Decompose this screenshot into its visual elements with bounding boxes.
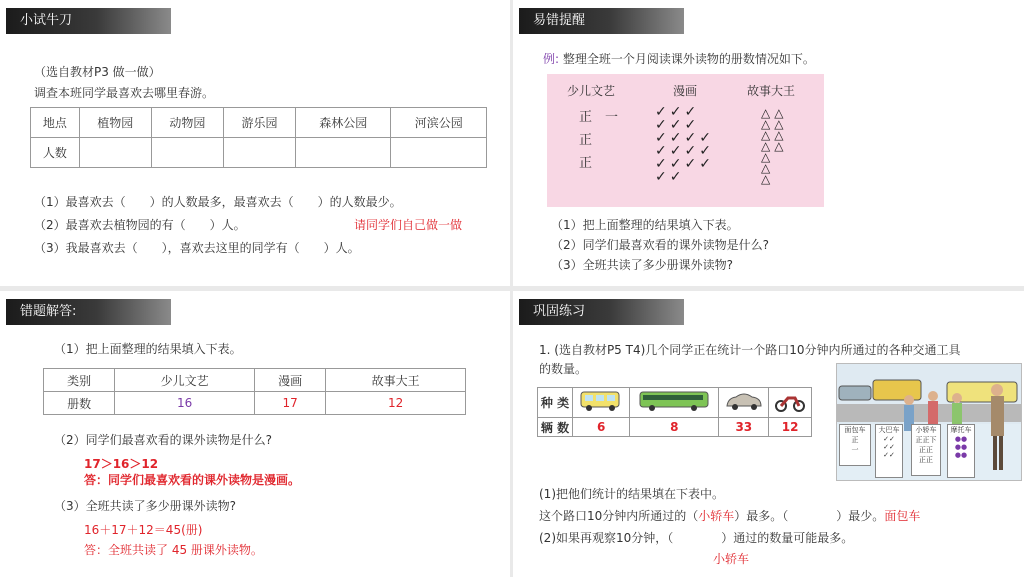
answer-least: 面包车 <box>884 509 921 523</box>
triangle-row: △△ <box>761 106 788 120</box>
sub-question-2: (2)如果再观察10分钟，（ ）通过的数量可能最多。 <box>539 531 854 545</box>
row-label: 人数 <box>31 138 80 168</box>
panel-quick-try <box>0 0 510 286</box>
triangle-row: △△ <box>761 128 788 142</box>
triangle-row: △ <box>761 150 775 164</box>
survey-table <box>30 107 487 168</box>
question-1: （1）把上面整理的结果填入下表。 <box>551 218 739 232</box>
header-cell: 漫画 <box>254 369 325 392</box>
panel-solution <box>0 291 510 577</box>
header-cell: 地点 <box>31 108 80 138</box>
sub-question-most-least <box>539 507 920 524</box>
triangle-row: △△ <box>761 139 788 153</box>
header-cell: 动物园 <box>151 108 223 138</box>
text: ）最多。（ ）最少。 <box>734 509 885 523</box>
check-row: ✓✓✓✓ <box>655 143 714 159</box>
answer-3-equation: 16＋17＋12＝45(册) <box>84 523 203 537</box>
header-cell: 类别 <box>44 369 115 392</box>
question-3: （3）全班共读了多少册课外读物? <box>551 258 734 272</box>
sign-marks: ●● ●● ●● <box>954 435 968 459</box>
answer-3: 答：全班共读了 45 册课外读物。 <box>84 543 263 557</box>
check-row: ✓✓✓✓ <box>655 156 714 172</box>
header-cell: 少儿文艺 <box>115 369 255 392</box>
section-tag: 错题解答: <box>6 299 171 325</box>
question-3: （3）全班共读了多少册课外读物? <box>54 499 237 513</box>
question-3: （3）我最喜欢去（ ），喜欢去这里的同学有（ ）人。 <box>34 241 360 255</box>
check-row: ✓✓✓✓ <box>655 130 714 146</box>
triangle-row: △△ <box>761 117 788 131</box>
count-cell: 8 <box>630 418 719 437</box>
car-icon <box>724 389 764 413</box>
empty-cell <box>151 138 223 168</box>
row-label: 辆 数 <box>538 418 573 437</box>
van-cell <box>573 388 630 418</box>
traffic-scene <box>836 363 1022 481</box>
motorcycle-cell <box>769 388 812 418</box>
motorcycle-icon <box>773 389 807 413</box>
source-note: （选自教材P3 做一做） <box>34 65 161 79</box>
van-icon <box>578 389 624 413</box>
tally-sign-bus <box>875 424 903 478</box>
tally-line: 正 一 <box>579 110 619 125</box>
count-cell: 6 <box>573 418 630 437</box>
header-cell: 森林公园 <box>296 108 391 138</box>
triangle-tally <box>761 108 787 185</box>
empty-cell <box>296 138 391 168</box>
example-text: 整理全班一个月阅读课外读物的册数情况如下。 <box>562 52 815 66</box>
check-row: ✓✓✓ <box>655 117 700 133</box>
value-cell: 16 <box>115 392 255 415</box>
question-line-1: 1. (选自教材P5 T4)几个同学正在统计一个路口10分钟内所通过的各种交通工具 <box>539 343 961 357</box>
triangle-row: △ <box>761 161 775 175</box>
empty-cell <box>391 138 487 168</box>
header-cell: 游乐园 <box>223 108 295 138</box>
sign-marks: 正正下 正正 正正 <box>915 436 937 464</box>
example-line <box>543 50 815 67</box>
header-cell: 河滨公园 <box>391 108 487 138</box>
col-story-king: 故事大王 <box>747 84 796 98</box>
section-tag: 易错提醒 <box>519 8 684 34</box>
sign-marks: ✓✓ ✓✓ ✓✓ <box>883 435 895 459</box>
question-line-2: 的数量。 <box>539 362 588 376</box>
bus-icon <box>638 389 710 413</box>
value-cell: 17 <box>254 392 325 415</box>
question-2: （2）最喜欢去植物园的有（ ）人。 <box>34 218 246 232</box>
section-tag: 小试牛刀 <box>6 8 171 34</box>
check-row: ✓✓ <box>655 169 685 185</box>
bus-cell <box>630 388 719 418</box>
empty-cell <box>79 138 151 168</box>
panel-practice <box>513 291 1024 577</box>
answer-most: 小轿车 <box>698 509 735 523</box>
row-label: 册数 <box>44 392 115 415</box>
answer-2: 答：同学们最喜欢看的课外读物是漫画。 <box>84 473 301 487</box>
answer-next-most: 小轿车 <box>713 552 750 566</box>
question-1: （1）最喜欢去（ ）的人数最多，最喜欢去（ ）的人数最少。 <box>34 195 402 209</box>
count-cell: 33 <box>719 418 769 437</box>
tally-board <box>547 74 824 207</box>
sub-question-1: (1)把他们统计的结果填在下表中。 <box>539 487 724 501</box>
sign-label: 摩托车 <box>950 426 972 434</box>
tally-sign-van <box>839 424 871 466</box>
question-1: （1）把上面整理的结果填入下表。 <box>54 342 242 356</box>
section-tag: 巩固练习 <box>519 299 684 325</box>
header-cell: 植物园 <box>79 108 151 138</box>
header-cell: 故事大王 <box>326 369 466 392</box>
check-row: ✓✓✓ <box>655 104 700 120</box>
result-table <box>43 368 466 415</box>
text: 这个路口10分钟内所通过的（ <box>539 509 699 523</box>
triangle-row: △ <box>761 172 775 186</box>
tally-sign-car <box>911 424 941 476</box>
sign-label: 大巴车 <box>878 426 900 434</box>
sign-label: 小轿车 <box>915 426 937 434</box>
question-2: （2）同学们最喜欢看的课外读物是什么? <box>551 238 770 252</box>
row-label: 种 类 <box>538 388 573 418</box>
checkmark-tally <box>655 106 714 184</box>
empty-cell <box>223 138 295 168</box>
vehicle-table <box>537 387 812 437</box>
practice-note: 请同学们自己做一做 <box>354 218 463 232</box>
tally-sign-motorcycle <box>947 424 975 478</box>
col-children-lit: 少儿文艺 <box>567 84 616 98</box>
tally-line: 正 <box>579 133 593 148</box>
panel-error-reminder <box>513 0 1024 286</box>
tally-line: 正 <box>579 156 593 171</box>
example-label: 例: <box>543 52 560 66</box>
count-cell: 12 <box>769 418 812 437</box>
col-comics: 漫画 <box>673 84 698 98</box>
answer-2-compare: 17＞16＞12 <box>84 457 159 471</box>
sign-marks: 正 一 <box>851 436 859 454</box>
car-cell <box>719 388 769 418</box>
intro-text: 调查本班同学最喜欢去哪里春游。 <box>34 86 215 100</box>
value-cell: 12 <box>326 392 466 415</box>
question-2: （2）同学们最喜欢看的课外读物是什么? <box>54 433 273 447</box>
sign-label: 面包车 <box>844 426 866 434</box>
